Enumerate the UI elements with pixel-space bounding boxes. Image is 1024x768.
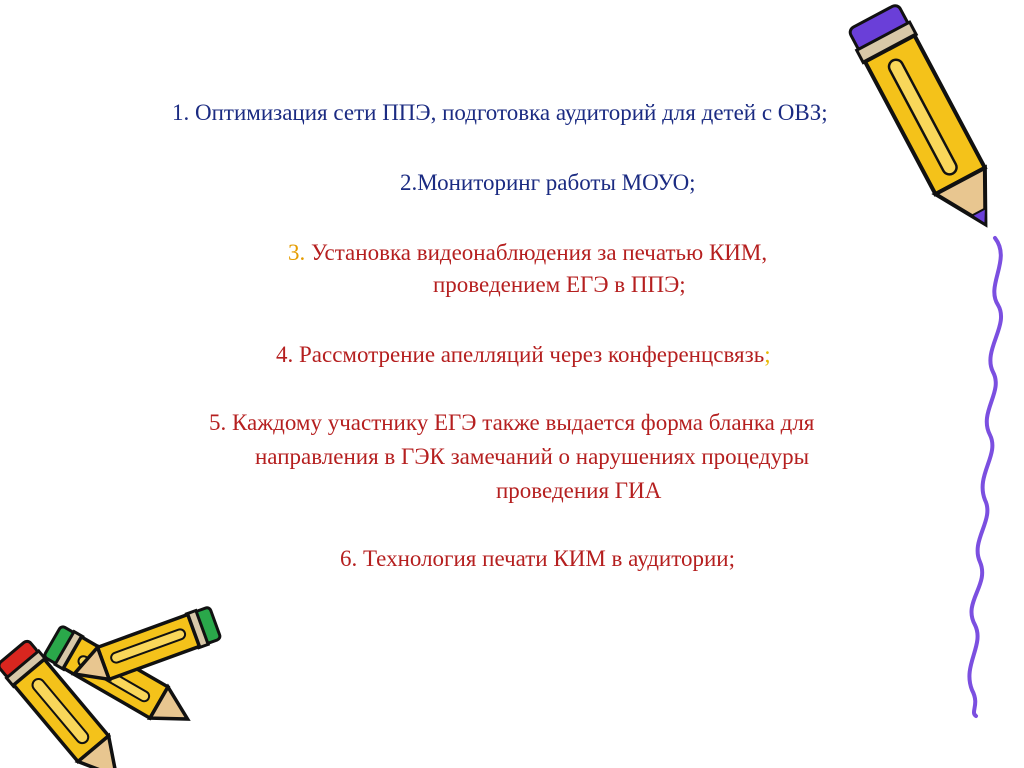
list-item-2: 2.Мониторинг работы МОУО; [400, 170, 696, 195]
list-item-3 [288, 236, 767, 270]
list-item-4 [276, 338, 771, 372]
squiggle-line-right [969, 238, 1001, 716]
list-item-6: 6. Технология печати КИМ в аудитории; [340, 546, 735, 571]
list-item-3-line2: проведением ЕГЭ в ППЭ; [433, 272, 686, 297]
list-item-1: 1. Оптимизация сети ППЭ, подготовка аудиторий для детей с ОВЗ; [172, 100, 828, 125]
list-item-5-line2: направления в ГЭК замечаний о нарушениях процедуры [255, 444, 810, 469]
pencil-top-right-icon [846, 3, 1010, 240]
list-item-5-line1: 5. Каждому участнику ЕГЭ также выдается форма бланка для [209, 410, 815, 435]
list-item-3-number: 3. [288, 240, 306, 265]
pencils-bottom-left-icon [0, 606, 221, 768]
list-item-3-line1: Установка видеонаблюдения за печатью КИМ, [311, 240, 768, 265]
list-item-5-line3: проведения ГИА [496, 478, 662, 503]
list-item-4-text: 4. Рассмотрение апелляций через конференцсвязь [276, 342, 765, 367]
list-item-4-suffix: ; [764, 342, 771, 367]
